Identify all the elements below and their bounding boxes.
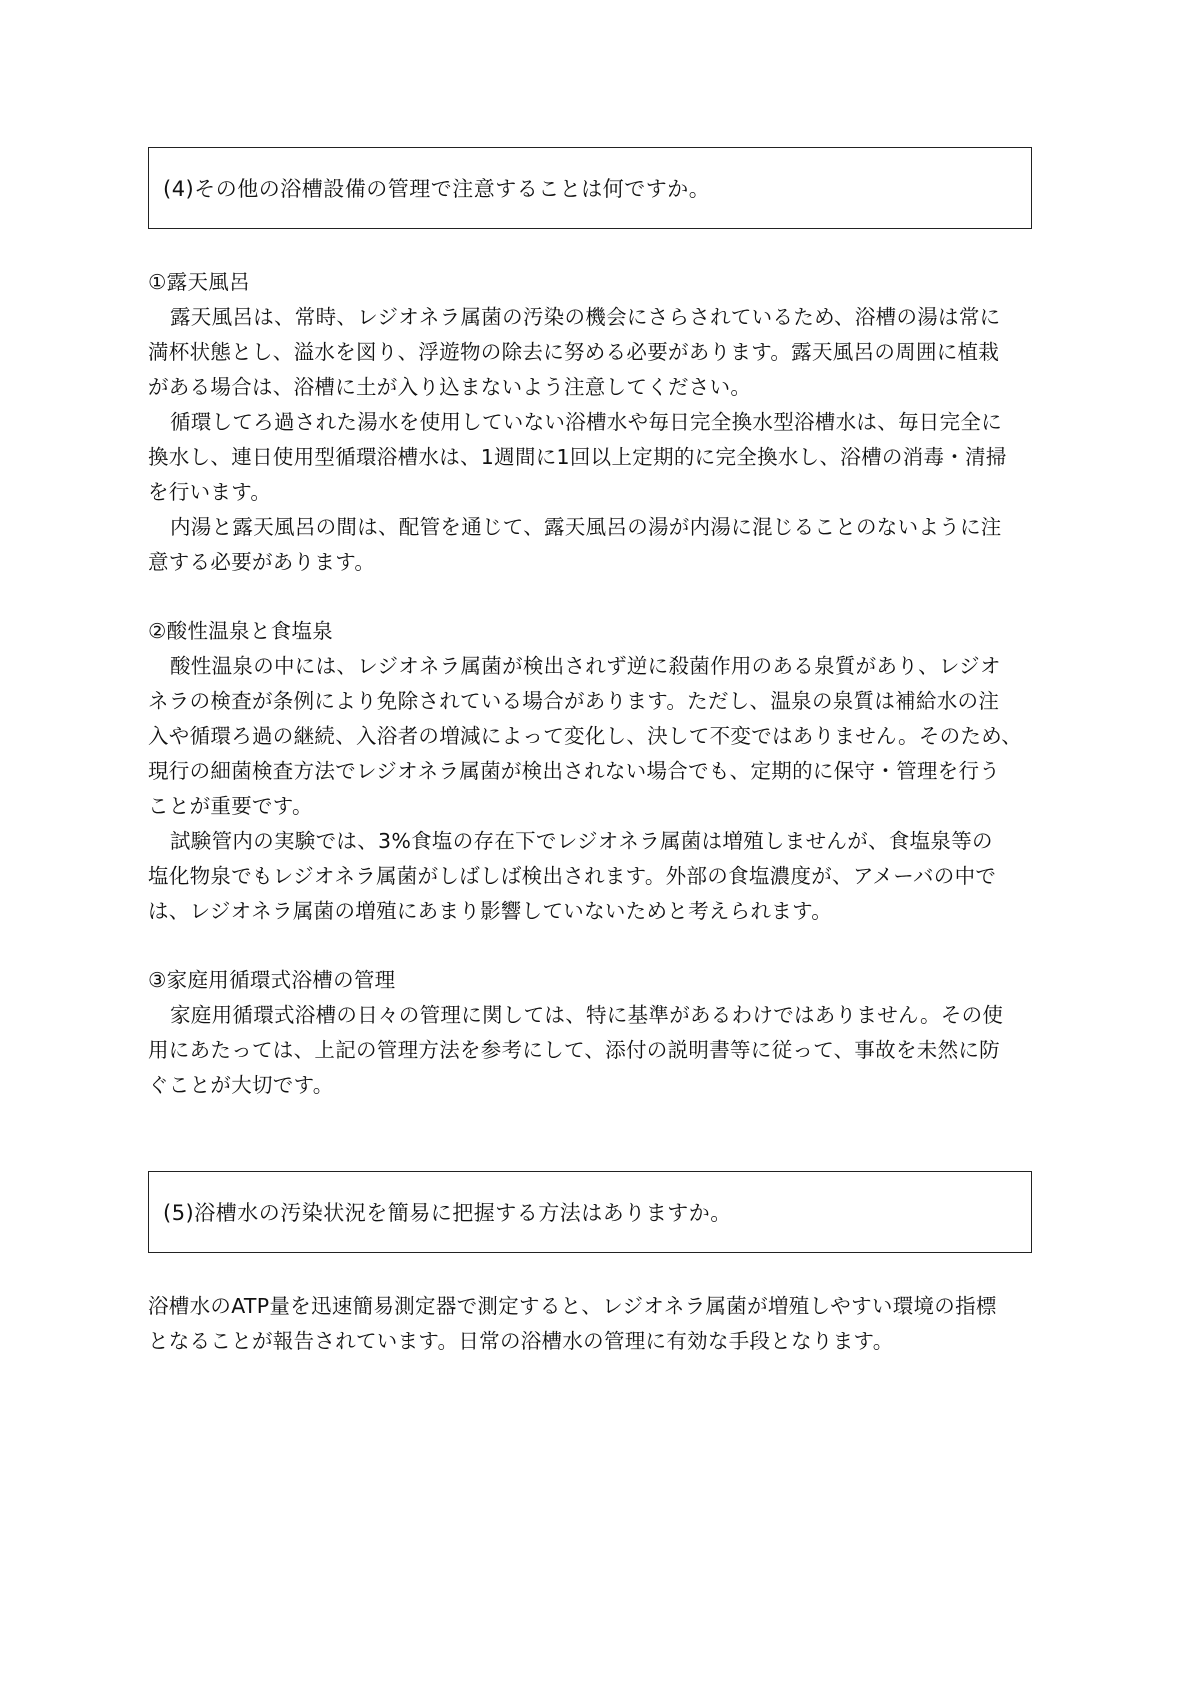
paragraph-line: を行います。 (148, 480, 272, 504)
paragraph-line: ことが重要です。 (148, 794, 313, 818)
paragraph-line: がある場合は、浴槽に土が入り込まないよう注意してください。 (148, 375, 752, 399)
paragraph-line: 現行の細菌検査方法でレジオネラ属菌が検出されない場合でも、定期的に保守・管理を行う (148, 759, 1001, 783)
paragraph-line: 塩化物泉でもレジオネラ属菌がしばしば検出されます。外部の食塩濃度が、アメーバの中で (148, 864, 997, 888)
section-heading: ②酸性温泉と食塩泉 (148, 619, 334, 643)
paragraph-line: 酸性温泉の中には、レジオネラ属菌が検出されず逆に殺菌作用のある泉質があり、レジオ (170, 654, 1001, 678)
paragraph-line: 満杯状態とし、溢水を図り、浮遊物の除去に努める必要があります。露天風呂の周囲に植栽 (148, 340, 1000, 364)
paragraph-line: ぐことが大切です。 (148, 1073, 334, 1097)
question-4-text: (4)その他の浴槽設備の管理で注意することは何ですか。 (163, 177, 711, 201)
paragraph-line: 用にあたっては、上記の管理方法を参考にして、添付の説明書等に従って、事故を未然に防 (148, 1038, 1000, 1062)
paragraph-line: 意する必要があります。 (148, 550, 376, 574)
section-outdoor-bath (148, 265, 1032, 580)
paragraph-line: となることが報告されています。日常の浴槽水の管理に有効な手段となります。 (148, 1329, 894, 1353)
paragraph-line: 循環してろ過された湯水を使用していない浴槽水や毎日完全換水型浴槽水は、毎日完全に (170, 410, 1002, 434)
question-5-text: (5)浴槽水の汚染状況を簡易に把握する方法はありますか。 (163, 1201, 732, 1225)
paragraph-line: 露天風呂は、常時、レジオネラ属菌の汚染の機会にさらされているため、浴槽の湯は常に (170, 305, 1001, 329)
paragraph-line: 換水し、連日使用型循環浴槽水は、1週間に1回以上定期的に完全換水し、浴槽の消毒・清掃 (148, 445, 1007, 469)
paragraph-line: 家庭用循環式浴槽の日々の管理に関しては、特に基準があるわけではありません。その使 (170, 1003, 1004, 1027)
section-heading: ①露天風呂 (148, 270, 250, 294)
question-box-5 (148, 1171, 1032, 1253)
paragraph-line: 試験管内の実験では、3%食塩の存在下でレジオネラ属菌は増殖しませんが、食塩泉等の (170, 829, 993, 853)
answer-5 (148, 1289, 1032, 1359)
paragraph-line: は、レジオネラ属菌の増殖にあまり影響していないためと考えられます。 (148, 899, 833, 923)
section-heading: ③家庭用循環式浴槽の管理 (148, 968, 396, 992)
paragraph-line: ネラの検査が条例により免除されている場合があります。ただし、温泉の泉質は補給水の注 (148, 689, 1000, 713)
paragraph-line: 内湯と露天風呂の間は、配管を通じて、露天風呂の湯が内湯に混じることのないように注 (170, 515, 1002, 539)
paragraph-line: 浴槽水のATP量を迅速簡易測定器で測定すると、レジオネラ属菌が増殖しやすい環境の指標 (148, 1294, 997, 1318)
section-acidic-spring (148, 614, 1032, 929)
paragraph-line: 入や循環ろ過の継続、入浴者の増減によって変化し、決して不変ではありません。そのため、 (148, 724, 1023, 748)
section-home-bath (148, 963, 1032, 1103)
question-box-4 (148, 147, 1032, 229)
